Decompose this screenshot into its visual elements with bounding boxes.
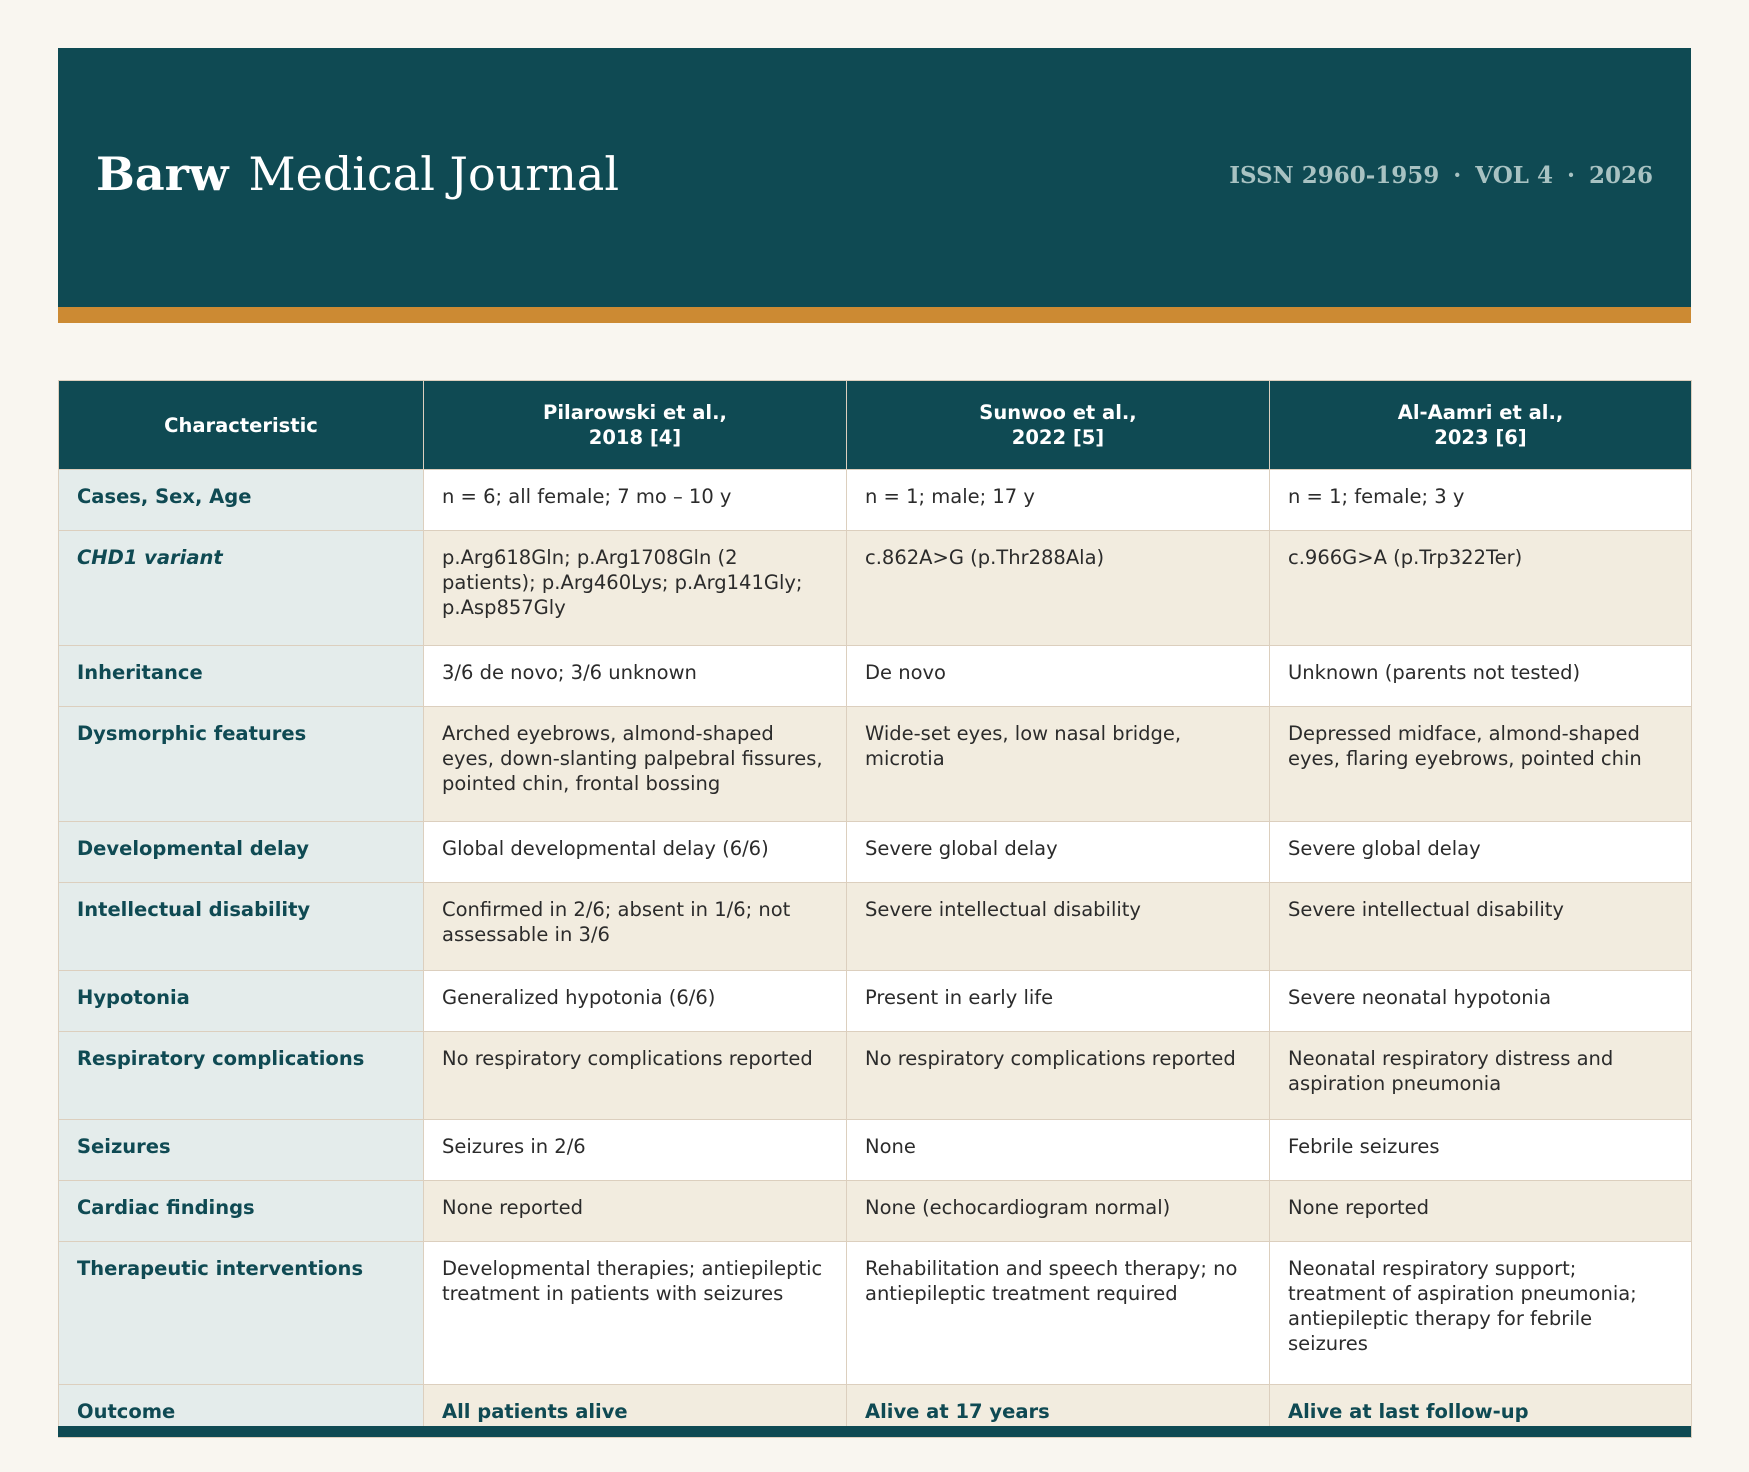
table-cell: None reported <box>1270 1181 1692 1242</box>
table-footer-bar <box>58 1426 1691 1437</box>
row-label: Inheritance <box>59 646 424 707</box>
table-cell: De novo <box>847 646 1270 707</box>
table-cell: No respiratory complications reported <box>424 1032 847 1120</box>
meta-separator: · <box>1566 162 1575 189</box>
table-cell: Severe neonatal hypotonia <box>1270 971 1692 1032</box>
header-al-aamri: Al-Aamri et al., 2023 [6] <box>1270 381 1692 470</box>
journal-name-rest: Medical Journal <box>248 147 620 201</box>
table-cell: c.862A>G (p.Thr288Ala) <box>847 531 1270 646</box>
table-cell: Unknown (parents not tested) <box>1270 646 1692 707</box>
table-row <box>59 470 1692 531</box>
table-row <box>59 971 1692 1032</box>
table-cell: Generalized hypotonia (6/6) <box>424 971 847 1032</box>
row-label: Respiratory complications <box>59 1032 424 1120</box>
journal-issn: ISSN 2960-1959 <box>1229 162 1440 189</box>
journal-name-bold: Barw <box>96 147 229 201</box>
row-label: Hypotonia <box>59 971 424 1032</box>
journal-volume: VOL 4 <box>1475 162 1553 189</box>
table-cell: None (echocardiogram normal) <box>847 1181 1270 1242</box>
table-cell: All patients alive <box>424 1385 847 1438</box>
header-characteristic: Characteristic <box>59 381 424 470</box>
table-row <box>59 1120 1692 1181</box>
table-cell: Febrile seizures <box>1270 1120 1692 1181</box>
table-cell: Arched eyebrows, almond-shaped eyes, down-slanting palpebral fissures, pointed chin, frontal bossing <box>424 707 847 822</box>
table-cell: Severe global delay <box>1270 822 1692 883</box>
table-row <box>59 1181 1692 1242</box>
table-cell: Rehabilitation and speech therapy; no antiepileptic treatment required <box>847 1242 1270 1385</box>
journal-masthead <box>58 48 1691 307</box>
table-cell: Present in early life <box>847 971 1270 1032</box>
row-label: Outcome <box>59 1385 424 1438</box>
table-cell: Global developmental delay (6/6) <box>424 822 847 883</box>
header-pilarowski: Pilarowski et al., 2018 [4] <box>424 381 847 470</box>
table-row <box>59 707 1692 822</box>
table-row <box>59 883 1692 971</box>
table-cell: n = 1; male; 17 y <box>847 470 1270 531</box>
table-cell: Severe intellectual disability <box>847 883 1270 971</box>
table-header-row <box>59 381 1692 470</box>
row-label: CHD1 variant <box>59 531 424 646</box>
table-cell: Alive at last follow-up <box>1270 1385 1692 1438</box>
row-label: Cases, Sex, Age <box>59 470 424 531</box>
row-label: Intellectual disability <box>59 883 424 971</box>
comparison-table <box>58 380 1692 1438</box>
table-cell: Wide-set eyes, low nasal bridge, microtia <box>847 707 1270 822</box>
row-label: Cardiac findings <box>59 1181 424 1242</box>
journal-meta <box>1229 162 1653 190</box>
row-label: Dysmorphic features <box>59 707 424 822</box>
table-cell: None <box>847 1120 1270 1181</box>
table-row <box>59 1032 1692 1120</box>
table-cell: c.966G>A (p.Trp322Ter) <box>1270 531 1692 646</box>
table-cell: Depressed midface, almond-shaped eyes, flaring eyebrows, pointed chin <box>1270 707 1692 822</box>
table-cell: Neonatal respiratory distress and aspiration pneumonia <box>1270 1032 1692 1120</box>
table-cell: Confirmed in 2/6; absent in 1/6; not assessable in 3/6 <box>424 883 847 971</box>
table-cell: 3/6 de novo; 3/6 unknown <box>424 646 847 707</box>
row-label: Seizures <box>59 1120 424 1181</box>
table-cell: Neonatal respiratory support; treatment of aspiration pneumonia; antiepileptic therapy for febrile seizures <box>1270 1242 1692 1385</box>
table-row <box>59 1242 1692 1385</box>
table-cell: n = 1; female; 3 y <box>1270 470 1692 531</box>
table-row <box>59 531 1692 646</box>
header-sunwoo: Sunwoo et al., 2022 [5] <box>847 381 1270 470</box>
table-row <box>59 646 1692 707</box>
meta-separator: · <box>1453 162 1462 189</box>
table-cell: Severe intellectual disability <box>1270 883 1692 971</box>
table-row <box>59 822 1692 883</box>
journal-title <box>96 146 619 202</box>
table-cell: p.Arg618Gln; p.Arg1708Gln (2 patients); p.Arg460Lys; p.Arg141Gly; p.Asp857Gly <box>424 531 847 646</box>
row-label: Developmental delay <box>59 822 424 883</box>
table-cell: Severe global delay <box>847 822 1270 883</box>
table-cell: n = 6; all female; 7 mo – 10 y <box>424 470 847 531</box>
table-cell: Seizures in 2/6 <box>424 1120 847 1181</box>
table-cell: Developmental therapies; antiepileptic treatment in patients with seizures <box>424 1242 847 1385</box>
table-cell: None reported <box>424 1181 847 1242</box>
journal-year: 2026 <box>1588 162 1653 189</box>
table-cell: No respiratory complications reported <box>847 1032 1270 1120</box>
row-label: Therapeutic interventions <box>59 1242 424 1385</box>
table-cell: Alive at 17 years <box>847 1385 1270 1438</box>
accent-divider <box>58 307 1691 323</box>
